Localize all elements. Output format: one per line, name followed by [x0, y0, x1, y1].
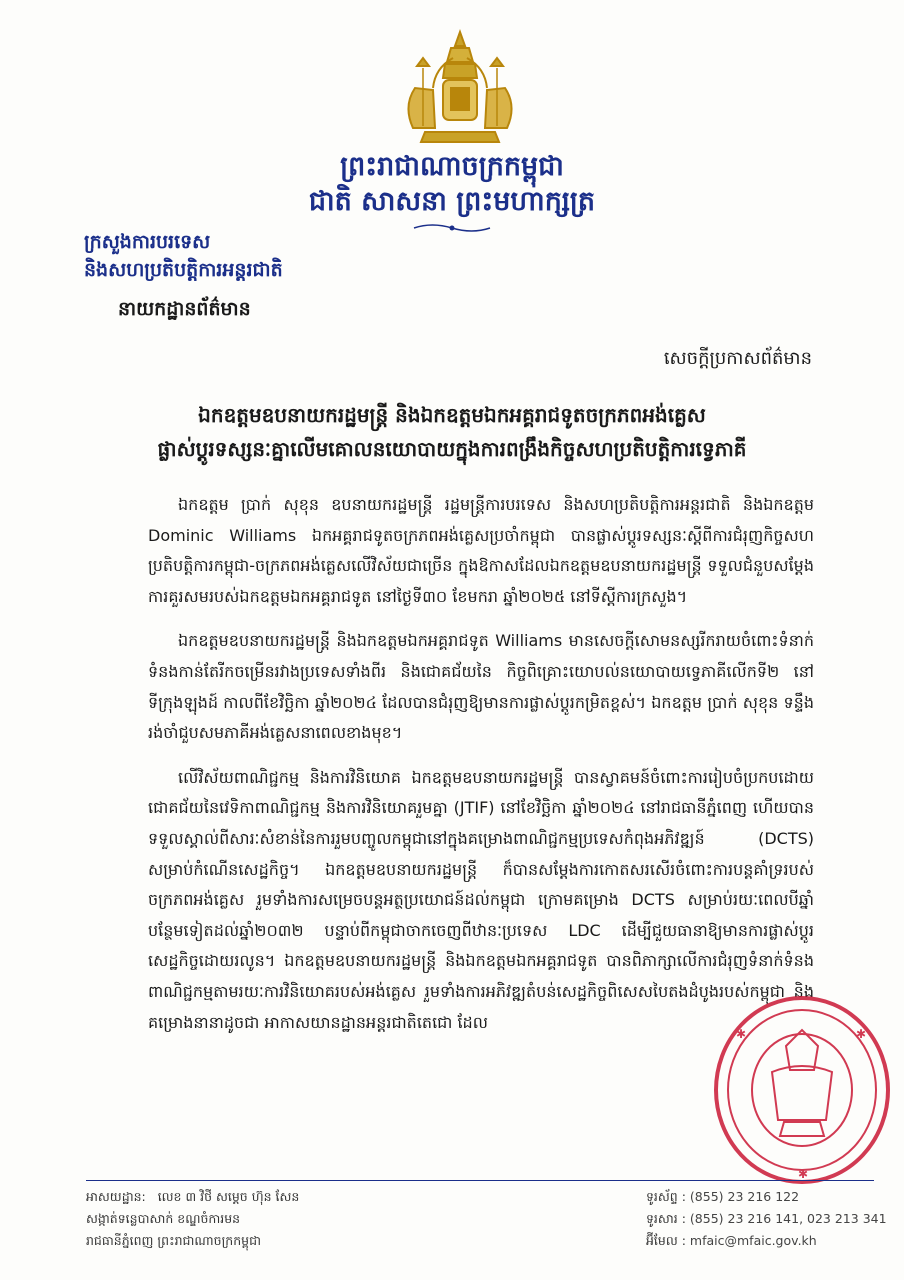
email-label: អ៊ីមែល :	[646, 1233, 686, 1248]
kingdom-motto: ជាតិ សាសនា ព្រះមហាក្សត្រ	[308, 186, 596, 217]
email-address[interactable]: mfaic@mfaic.gov.kh	[689, 1233, 817, 1248]
press-release-body	[148, 490, 814, 1052]
fax-label: ទូរសារ :	[646, 1211, 686, 1226]
kingdom-title: ព្រះរាជាណាចក្រកម្ពុជា	[340, 151, 564, 182]
footer-divider	[86, 1180, 874, 1181]
svg-text:✱: ✱	[736, 1027, 747, 1041]
divider-ornament-icon	[412, 222, 492, 234]
department-name: នាយកដ្ឋានព័ត៌មាន	[118, 298, 251, 320]
headline-line1: ឯកឧត្តមឧបនាយករដ្ឋមន្ត្រី និងឯកឧត្តមឯកអគ្គរាជទូតចក្រភពអង់គ្លេស	[198, 403, 706, 427]
ministry-name-line1: ក្រសួងការបរទេស	[84, 231, 211, 253]
svg-text:✱: ✱	[856, 1027, 867, 1041]
address-line2: សង្កាត់ទន្លេបាសាក់ ខណ្ឌចំការមន	[86, 1211, 241, 1226]
footer-contacts	[646, 1186, 887, 1252]
svg-text:✱: ✱	[798, 1167, 809, 1181]
fax-number: (855) 23 216 141, 023 213 341	[689, 1211, 887, 1226]
phone-label: ទូរស័ព្ទ :	[646, 1189, 686, 1204]
ministry-name-line2: និងសហប្រតិបត្តិការអន្តរជាតិ	[84, 259, 283, 281]
paragraph-1: ឯកឧត្តម ប្រាក់ សុខុន ឧបនាយករដ្ឋមន្ត្រី រដ្ឋមន្ត្រីការបរទេស និងសហប្រតិបត្តិការអន្តរជាតិ និងឯកឧត្តម Dominic Williams ឯកអគ្គរាជទូតចក្រភពអង់គ្លេសប្រចាំកម្ពុជា បានផ្លាស់ប្តូរទស្សនៈស្តីពីការជំរុញកិច្ចសហប្រតិបត្តិការកម្ពុជា-ចក្រភពអង់គ្លេសលើវិស័យជាច្រើន ក្នុងឱកាសដែលឯកឧត្តមឧបនាយករដ្ឋមន្ត្រី ទទួលជំនួបសម្តែងការគួរសមរបស់ឯកឧត្តមឯកអគ្គរាជទូត នៅថ្ងៃទី៣០ ខែមករា ឆ្នាំ២០២៥ នៅទីស្តីការក្រសួង។	[148, 495, 814, 606]
royal-coat-of-arms-icon	[395, 28, 525, 148]
address-line1: លេខ ៣ វិថី សម្តេច ហ៊ុន សែន	[157, 1189, 300, 1204]
paragraph-3: លើវិស័យពាណិជ្ជកម្ម និងការវិនិយោគ ឯកឧត្តមឧបនាយករដ្ឋមន្ត្រី បានស្វាគមន៍ចំពោះការរៀបចំប្រកបដោយជោគជ័យនៃវេទិកាពាណិជ្ជកម្ម និងការវិនិយោគរួមគ្នា (JTIF) នៅខែវិច្ឆិកា ឆ្នាំ២០២៤ នៅរាជធានីភ្នំពេញ ហើយបានទទួលស្គាល់ពីសារៈសំខាន់នៃការរួមបញ្ចូលកម្ពុជានៅក្នុងគម្រោងពាណិជ្ជកម្មប្រទេសកំពុងអភិវឌ្ឍន៍ (DCTS) សម្រាប់កំណើនសេដ្ឋកិច្ច។ ឯកឧត្តមឧបនាយករដ្ឋមន្ត្រី ក៏បានសម្តែងការកោតសរសើរចំពោះការបន្តគាំទ្ររបស់ចក្រភពអង់គ្លេស រួមទាំងការសម្រេចបន្តអត្ថប្រយោជន៍ដល់កម្ពុជា ក្រោមគម្រោង DCTS សម្រាប់រយៈពេលបីឆ្នាំបន្ថែមទៀតដល់ឆ្នាំ២០៣២ បន្ទាប់ពីកម្ពុជាចាកចេញពីឋានៈប្រទេស LDC ដើម្បីជួយធានាឱ្យមានការផ្លាស់ប្តូរសេដ្ឋកិច្ចដោយរលូន។ ឯកឧត្តមឧបនាយករដ្ឋមន្ត្រី និងឯកឧត្តមឯកអគ្គរាជទូត បានពិភាក្សាលើការជំរុញទំនាក់ទំនងពាណិជ្ជកម្មតាមរយៈការវិនិយោគរបស់អង់គ្លេស រួមទាំងការអភិវឌ្ឍតំបន់សេដ្ឋកិច្ចពិសេសបៃតងដំបូងរបស់កម្ពុជា និងគម្រោងនានាដូចជា អាកាសយានដ្ឋានអន្តរជាតិតេជោ ដែល	[148, 767, 814, 1032]
headline-line2: ផ្លាស់ប្តូរទស្សនៈគ្នាលើមគោលនយោបាយក្នុងការពង្រឹងកិច្ចសហប្រតិបត្តិការទ្វេភាគី	[157, 437, 747, 461]
paragraph-2: ឯកឧត្តមឧបនាយករដ្ឋមន្ត្រី និងឯកឧត្តមឯកអគ្គរាជទូត Williams មានសេចក្តីសោមនស្សរីករាយចំពោះទំនាក់ទំនងកាន់តែរីកចម្រើនរវាងប្រទេសទាំងពីរ និងជោគជ័យនៃ កិច្ចពិគ្រោះយោបល់នយោបាយទ្វេភាគីលើកទី២ នៅទីក្រុងឡុងដ៍ កាលពីខែវិច្ឆិកា ឆ្នាំ២០២៤ ដែលបានជំរុញឱ្យមានការផ្លាស់ប្តូរកម្រិតខ្ពស់។ ឯកឧត្តម ប្រាក់ សុខុន ទន្ទឹងរង់ចាំជួបសមភាគីអង់គ្លេសនាពេលខាងមុខ។	[148, 631, 814, 743]
address-line3: រាជធានីភ្នំពេញ ព្រះរាជាណាចក្រកម្ពុជា	[86, 1233, 261, 1248]
footer-address	[86, 1186, 299, 1252]
official-seal-stamp-icon	[706, 990, 892, 1190]
document-type: សេចក្តីប្រកាសព័ត៌មាន	[663, 348, 812, 369]
phone-number: (855) 23 216 122	[689, 1189, 800, 1204]
address-label: អាសយដ្ឋាន:	[86, 1189, 146, 1204]
